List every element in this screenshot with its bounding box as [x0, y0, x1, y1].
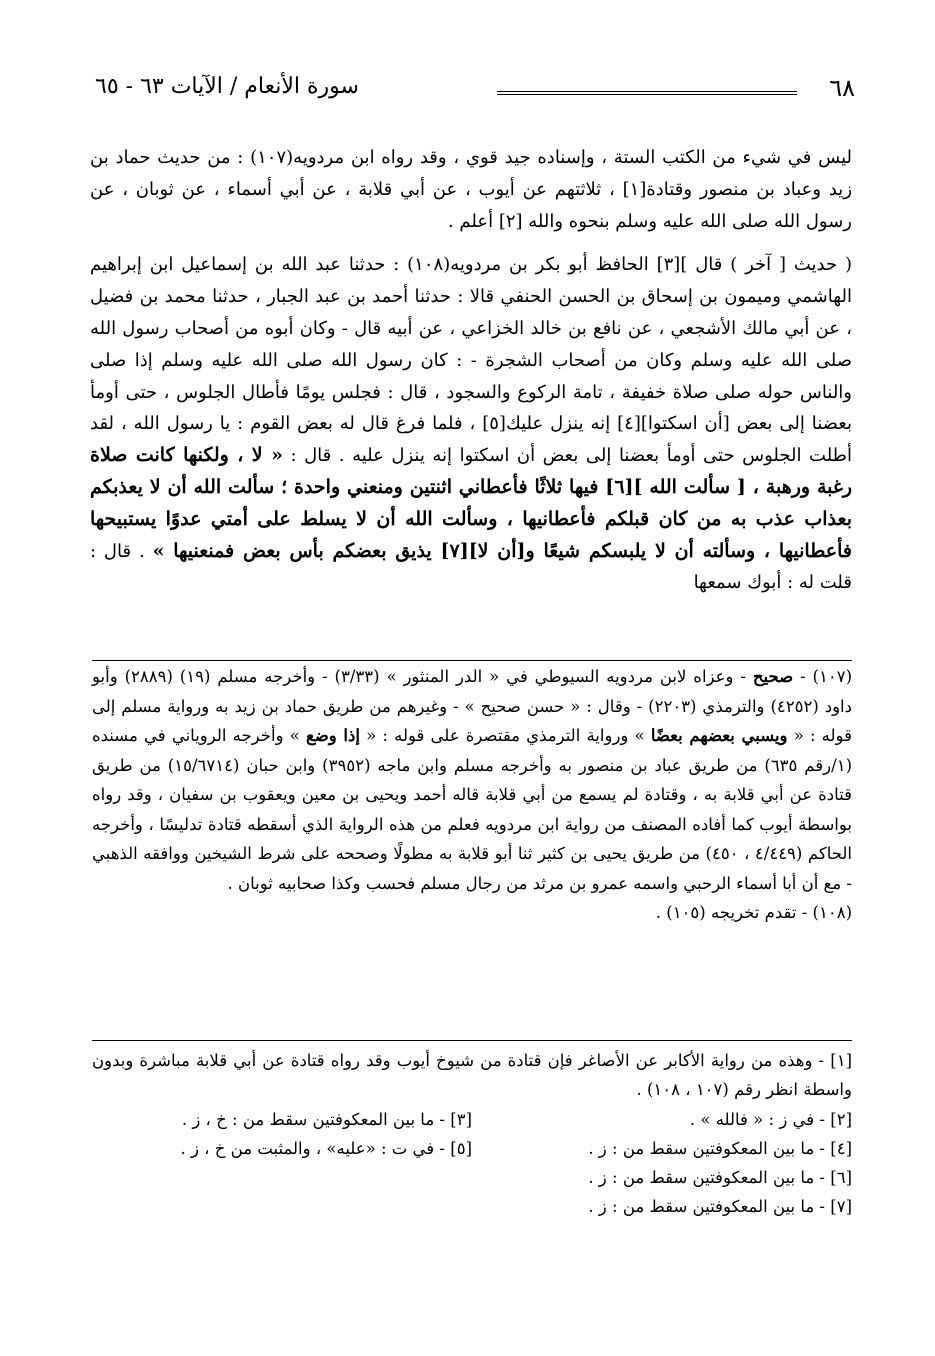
note-6: [٦] - ما بين المعكوفتين سقط من : ز . [588, 1168, 852, 1188]
paragraph: ليس في شيء من الكتب الستة ، وإسناده جيد قوي ، وقد رواه ابن مردويه(١٠٧) : من حديث حماد بن زيد وعباد بن منصور وقتادة[١] ، ثلاثتهم عن أيوب ، عن أبي قلابة ، عن أبي أسماء ، عن ثوبان ، عن رسول الله صلى الله عليه وسلم بنحوه والله [٢] أعلم . [90, 147, 853, 232]
note-3: [٣] - ما بين المعكوفتين سقط من : خ ، ز . [181, 1109, 472, 1129]
note-1: [١] - وهذه من رواية الأكابر عن الأصاغر فإن قتادة من شيوخ أيوب وقد رواه قتادة عن أبي قلابة مباشرة وبدون واسطة انظر رقم (١٠٧ ، ١٠٨) . [92, 1051, 852, 1100]
collation-divider [92, 1040, 852, 1041]
note-2: [٢] - في ز : « فالله » . [689, 1109, 852, 1129]
note-4: [٤] - ما بين المعكوفتين سقط من : ز . [588, 1138, 852, 1158]
note-7: [٧] - ما بين المعكوفتين سقط من : ز . [588, 1197, 852, 1217]
footnote-divider [92, 660, 852, 661]
running-title: سورة الأنعام / الآيات ٦٣ - ٦٥ [95, 74, 359, 99]
note-5: [٥] - في ت : «عليه» ، والمثبت من خ ، ز . [180, 1138, 472, 1158]
page-number: ٦٨ [829, 74, 855, 102]
paragraph [90, 249, 852, 599]
footnote-107: (١٠٧) - صحيح - وعزاه لابن مردويه السيوطي في « الدر المنثور » (٣/٣٣) - وأخرجه مسلم (١٩) (٢٨٨٩) وأبو داود (٤٢٥٢) والترمذي (٢٢٠٣) - وقال : « حسن صحيح » - وغيرهم من طريق حماد بن زيد به ورواية مسلم إلى قوله : « ويسبي بعضهم بعضًا » ورواية الترمذي مقتصرة على قوله : « إذا وضع » وأخرجه الروياني في مسنده (١/رقم ٦٣٥) من طريق عباد بن منصور به وأخرجه مسلم وابن ماجه (٣٩٥٢) وابن حبان (١٥/٦٧١٤) من طريق قتادة عن أبي قلابة به ، وقتادة لم يسمع من أبي قلابة قاله أحمد ويحيى بن معين ويعقوب بن سفيان ، وقد رواه بواسطة أيوب كما أفاده المصنف من رواية ابن مردويه فعلم من هذه الرواية الذي أسقطه قتادة تدليسًا ، وأخرجه الحاكم (٤/٤٤٩ ، ٤٥٠) من طريق يحيى بن كثير ثنا أبو قلابة به مطولًا وصححه على شرط الشيخين ووافقه الذهبي - مع أن أبا أسماء الرحبي واسمه عمرو بن مرثد من رجال مسلم فحسب وكذا صحابيه ثوبان . [92, 667, 853, 893]
paragraph-continuation: . قال : قلت له : أبوك سمعها [90, 540, 852, 594]
collation-notes [92, 1046, 852, 1222]
header-rule [497, 91, 797, 97]
takhrij-footnotes [92, 662, 852, 928]
hadith-quote: « لا ، ولكنها كانت صلاة رغبة ورهبة ، [ سألت الله ][٦] فيها ثلاثًا فأعطاني اثنتين ومنعني واحدة ؛ سألت الله أن لا يعذبكم بعذاب عذب به من كان قبلكم فأعطانيها ، وسألت الله أن لا يسلط على أمتي عدوًا يستبيحها فأعطانيها ، وسألته أن لا يلبسكم شيعًا و[أن لا][٧] يذيق بعضكم بأس بعض فمنعنيها » [90, 444, 853, 562]
footnote-108: (١٠٨) - تقدم تخريجه (١٠٥) . [655, 903, 852, 922]
page-header [95, 74, 855, 114]
hadith-chain-text: ( حديث [ آخر ) قال ][٣] الحافظ أبو بكر بن مردويه(١٠٨) : حدثنا عبد الله بن إسماعيل ابن إبراهيم الهاشمي وميمون بن إسحاق بن الحسن الحنفي قالا : حدثنا أحمد بن عبد الجبار ، حدثنا محمد بن فضيل ، عن أبي مالك الأشجعي ، عن نافع بن خالد الخزاعي ، عن أبيه قال - وكان أبوه من أصحاب رسول الله صلى الله عليه وسلم وكان من أصحاب الشجرة - : كان رسول الله صلى الله عليه وسلم إذا صلى والناس حوله صلى صلاة خفيفة ، تامة الركوع والسجود ، قال : فجلس يومًا فأطال الجلوس ، حتى أومأ بعضنا إلى بعض [أن اسكتوا][٤] إنه ينزل عليك[٥] ، فلما فرغ قال له بعض القوم : يا رسول الله ، لقد أطلت الجلوس حتى أومأ بعضنا إلى بعض أن اسكتوا إنه ينزل عليه . قال : [90, 254, 853, 467]
main-text [90, 142, 852, 599]
